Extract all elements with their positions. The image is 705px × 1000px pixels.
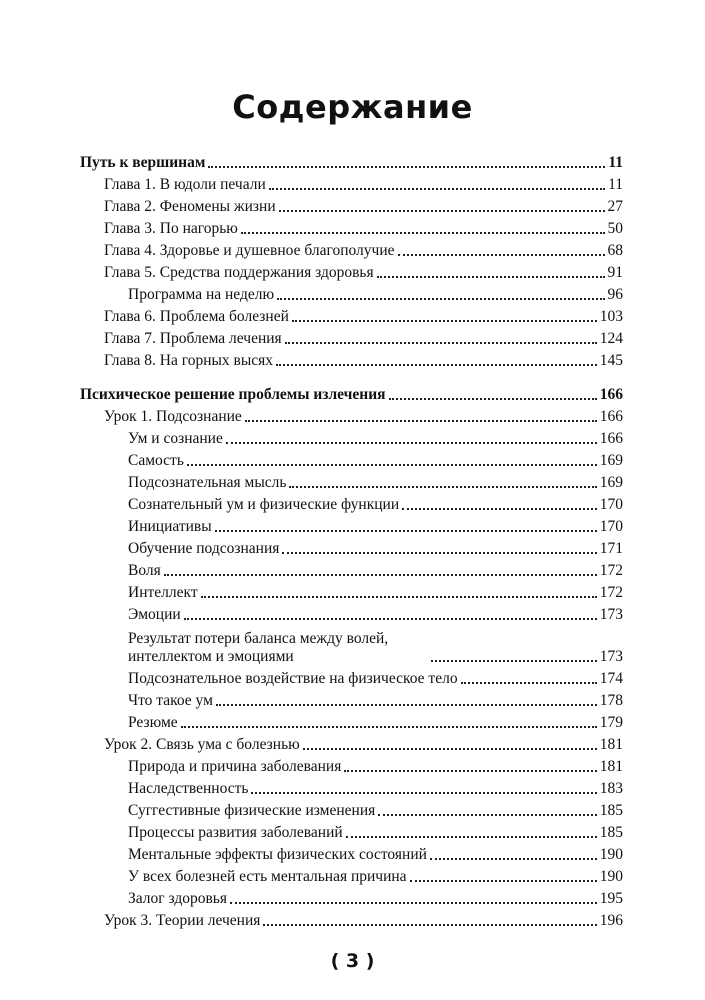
toc-entry-title: Резюме: [128, 714, 181, 732]
toc-entry-title: Залог здоровья: [128, 890, 230, 908]
toc-entry: [80, 194, 623, 216]
toc-entry-title: Урок 2. Связь ума с болезнью: [104, 736, 303, 754]
toc-entry: [80, 580, 623, 602]
dot-leader: [410, 880, 597, 882]
toc-entry-page: 11: [608, 176, 623, 193]
toc-entry-title: Что такое ум: [128, 692, 216, 710]
toc-entry-title: Глава 2. Феномены жизни: [104, 198, 279, 216]
dot-leader: [215, 530, 597, 532]
toc-entry: [80, 732, 623, 754]
toc-entry: [80, 150, 623, 172]
dot-leader: [187, 464, 597, 466]
toc-entry-page: 172: [599, 584, 623, 601]
toc-entry-page: 166: [599, 386, 623, 403]
dot-leader: [431, 660, 597, 662]
dot-leader: [292, 320, 597, 322]
toc-entry-page: 91: [607, 264, 623, 281]
dot-leader: [230, 902, 597, 904]
toc-entry-page: 50: [607, 220, 623, 237]
toc-entry: [80, 558, 623, 580]
dot-leader: [461, 682, 597, 684]
dot-leader: [245, 420, 597, 422]
dot-leader: [398, 254, 605, 256]
dot-leader: [164, 574, 597, 576]
toc-entry: [80, 382, 623, 404]
toc-entry-page: 103: [599, 308, 623, 325]
dot-leader: [303, 748, 597, 750]
dot-leader: [344, 770, 596, 772]
toc-entry-title: Инициативы: [128, 518, 215, 536]
page-number: ( 3 ): [330, 950, 375, 972]
dot-leader: [181, 726, 597, 728]
toc-entry: [80, 536, 623, 558]
toc-entry: [80, 172, 623, 194]
toc-entry-page: 170: [599, 518, 623, 535]
toc-entry-page: 172: [599, 562, 623, 579]
toc-entry-page: 181: [599, 736, 623, 753]
toc-entry-title: Подсознательная мысль: [128, 474, 289, 492]
toc-entry-page: 166: [599, 408, 623, 425]
dot-leader: [208, 166, 605, 168]
toc-entry: [80, 886, 623, 908]
toc-entry-title: Наследственность: [128, 780, 251, 798]
dot-leader: [251, 792, 596, 794]
toc-entry-title: Эмоции: [128, 606, 184, 624]
toc-entry-page: 190: [599, 868, 623, 885]
toc-entry-title: Урок 1. Подсознание: [104, 408, 245, 426]
toc-entry-title: Путь к вершинам: [80, 154, 208, 172]
dot-leader: [378, 814, 596, 816]
toc-entry-title: Глава 7. Проблема лечения: [104, 330, 285, 348]
toc-entry-page: 27: [607, 198, 623, 215]
toc-entry-page: 179: [599, 714, 623, 731]
toc-entry-page: 181: [599, 758, 623, 775]
toc-entry: [80, 842, 623, 864]
dot-leader: [201, 596, 597, 598]
toc-entry: [80, 304, 623, 326]
toc-entry-page: 96: [607, 286, 623, 303]
toc-entry-page: 173: [599, 606, 623, 623]
toc-entry: [80, 404, 623, 426]
dot-leader: [226, 442, 597, 444]
toc-entry: [80, 776, 623, 798]
toc-entry: [80, 624, 623, 666]
toc-entry: [80, 238, 623, 260]
toc-entry-page: 173: [599, 648, 623, 665]
toc-entry-title: Глава 4. Здоровье и душевное благополучие: [104, 242, 398, 260]
toc-entry: [80, 666, 623, 688]
page-title: Содержание: [232, 88, 473, 126]
toc-entry: [80, 348, 623, 370]
toc-entry-title: Суггестивные физические изменения: [128, 802, 378, 820]
toc-entry: [80, 602, 623, 624]
toc-entry-page: 169: [599, 474, 623, 491]
dot-leader: [289, 486, 596, 488]
toc-entry-title: Самость: [128, 452, 187, 470]
toc-entry-page: 185: [599, 802, 623, 819]
dot-leader: [282, 552, 596, 554]
dot-leader: [346, 836, 597, 838]
toc-entry-page: 195: [599, 890, 623, 907]
toc-entry-page: 124: [599, 330, 623, 347]
toc-entry-page: 190: [599, 846, 623, 863]
toc-entry: [80, 216, 623, 238]
toc-entry-title: Интеллект: [128, 584, 201, 602]
dot-leader: [269, 188, 605, 190]
toc-entry-title: Урок 3. Теории лечения: [104, 912, 263, 930]
toc-entry-title: Программа на неделю: [128, 286, 277, 304]
toc-entry: [80, 908, 623, 930]
dot-leader: [184, 618, 597, 620]
toc-entry-title: Воля: [128, 562, 164, 580]
toc-entry: [80, 864, 623, 886]
toc-entry: [80, 710, 623, 732]
toc-entry-title: Глава 5. Средства поддержания здоровья: [104, 264, 377, 282]
toc-entry: [80, 448, 623, 470]
toc-entry: [80, 282, 623, 304]
toc-entry-page: 169: [599, 452, 623, 469]
toc-entry-title: Ум и сознание: [128, 430, 226, 448]
table-of-contents: [80, 150, 623, 930]
toc-entry-title: У всех болезней есть ментальная причина: [128, 868, 410, 886]
toc-entry: [80, 492, 623, 514]
dot-leader: [285, 342, 597, 344]
dot-leader: [402, 508, 597, 510]
toc-entry-title: Глава 8. На горных высях: [104, 352, 276, 370]
toc-entry: [80, 688, 623, 710]
toc-entry-page: 171: [599, 540, 623, 557]
toc-entry-title: Подсознательное воздействие на физическое тело: [128, 670, 461, 688]
toc-entry: [80, 514, 623, 536]
dot-leader: [241, 232, 605, 234]
toc-entry-title: Глава 6. Проблема болезней: [104, 308, 292, 326]
toc-entry-page: 174: [599, 670, 623, 687]
toc-entry: [80, 798, 623, 820]
toc-entry-title: Сознательный ум и физические функции: [128, 496, 402, 514]
toc-entry-page: 166: [599, 430, 623, 447]
dot-leader: [216, 704, 597, 706]
toc-entry-title: Природа и причина заболевания: [128, 758, 344, 776]
dot-leader: [430, 858, 597, 860]
toc-entry-title: Результат потери баланса между волей, интеллектом и эмоциями: [128, 630, 431, 666]
dot-leader: [279, 210, 605, 212]
toc-entry-title: Глава 3. По нагорью: [104, 220, 241, 238]
toc-entry-page: 185: [599, 824, 623, 841]
toc-entry-page: 178: [599, 692, 623, 709]
toc-entry: [80, 326, 623, 348]
toc-entry: [80, 426, 623, 448]
dot-leader: [276, 364, 597, 366]
toc-entry-title: Психическое решение проблемы излечения: [80, 386, 389, 404]
toc-entry: [80, 470, 623, 492]
toc-entry-title: Ментальные эффекты физических состояний: [128, 846, 430, 864]
dot-leader: [277, 298, 604, 300]
toc-entry-page: 68: [607, 242, 623, 259]
toc-entry: [80, 260, 623, 282]
dot-leader: [263, 924, 596, 926]
toc-entry-page: 145: [599, 352, 623, 369]
toc-entry-page: 11: [608, 154, 623, 171]
toc-entry: [80, 820, 623, 842]
toc-entry-page: 196: [599, 912, 623, 929]
dot-leader: [377, 276, 605, 278]
dot-leader: [389, 398, 597, 400]
toc-entry-title: Обучение подсознания: [128, 540, 282, 558]
toc-entry-page: 183: [599, 780, 623, 797]
toc-entry: [80, 754, 623, 776]
toc-entry-title: Процессы развития заболеваний: [128, 824, 346, 842]
toc-entry-title: Глава 1. В юдоли печали: [104, 176, 269, 194]
toc-entry-page: 170: [599, 496, 623, 513]
